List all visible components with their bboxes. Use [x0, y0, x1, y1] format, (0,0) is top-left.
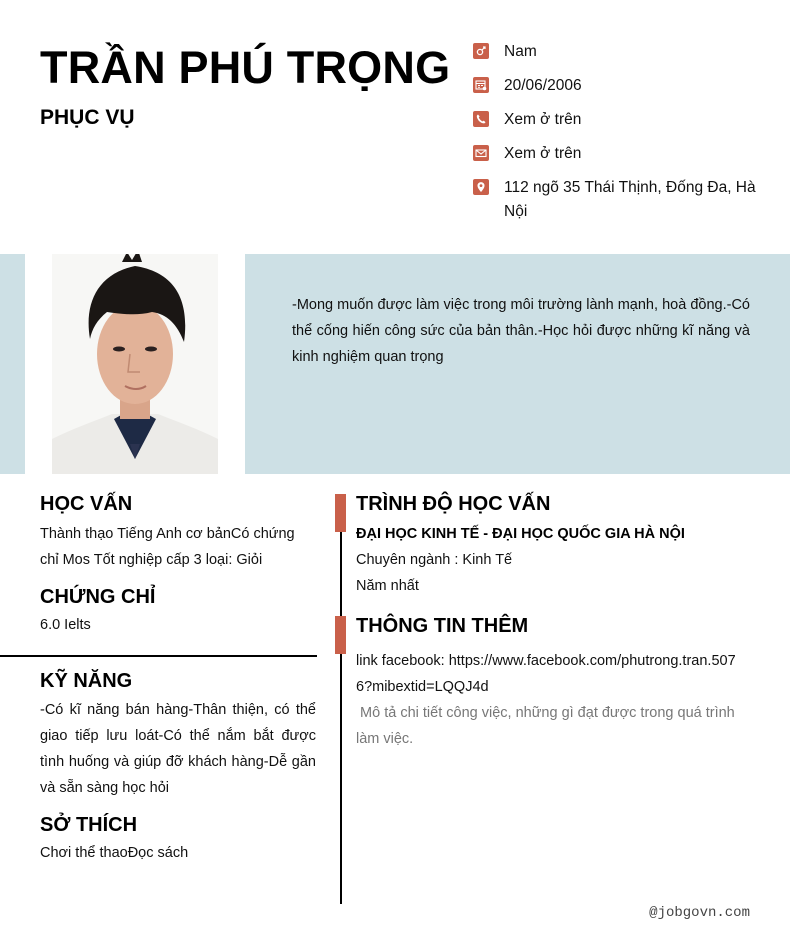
timeline-line — [340, 494, 342, 904]
candidate-role: PHỤC VỤ — [40, 106, 135, 129]
profile-photo — [52, 254, 218, 474]
contact-birthday-text: 20/06/2006 — [504, 77, 582, 94]
school-major: Chuyên ngành : Kinh Tế — [356, 552, 513, 568]
certificates-body: 6.0 Ielts — [40, 617, 91, 633]
contact-birthday — [473, 74, 763, 98]
education-level-section — [356, 490, 756, 599]
contact-phone-text: Xem ở trên — [504, 111, 582, 128]
phone-icon — [473, 111, 489, 127]
watermark: @jobgovn.com — [649, 905, 750, 921]
contact-email-text: Xem ở trên — [504, 145, 582, 162]
education-level-accent — [335, 494, 346, 532]
hobbies-section — [40, 811, 316, 866]
hobbies-title: SỞ THÍCH — [40, 814, 138, 836]
additional-info-section — [356, 612, 751, 752]
contact-phone — [473, 108, 763, 132]
contact-address-text: 112 ngõ 35 Thái Thịnh, Đống Đa, Hà Nội — [504, 179, 756, 220]
certificates-section — [40, 583, 316, 638]
contact-gender-text: Nam — [504, 43, 537, 60]
additional-info-title: THÔNG TIN THÊM — [356, 615, 529, 637]
additional-info-placeholder: Mô tả chi tiết công việc, những gì đạt được trong quá trình làm việc. — [356, 705, 739, 747]
section-divider — [0, 655, 317, 657]
contact-address — [473, 176, 763, 224]
skills-section — [40, 667, 316, 801]
career-objective: -Mong muốn được làm việc trong môi trường lành mạnh, hoà đồng.-Có thể cống hiến công sức của bản thân.-Học hỏi được những kĩ năng và kinh nghiệm quan trọng — [292, 297, 750, 365]
additional-info-accent — [335, 616, 346, 654]
education-section — [40, 490, 316, 573]
education-body: Thành thạo Tiếng Anh cơ bảnCó chứng chỉ Mos Tốt nghiệp cấp 3 loại: Giỏi — [40, 526, 295, 568]
skills-title: KỸ NĂNG — [40, 670, 133, 692]
certificates-title: CHỨNG CHỈ — [40, 586, 156, 608]
left-column — [40, 490, 316, 638]
school-name: ĐẠI HỌC KINH TẾ - ĐẠI HỌC QUỐC GIA HÀ NỘI — [356, 526, 685, 542]
email-icon — [473, 145, 489, 161]
contact-email — [473, 142, 763, 166]
hobbies-body: Chơi thể thaoĐọc sách — [40, 845, 189, 861]
education-title: HỌC VẤN — [40, 493, 133, 515]
school-year: Năm nhất — [356, 578, 419, 594]
gender-icon — [473, 43, 489, 59]
contact-gender — [473, 40, 763, 64]
location-pin-icon — [473, 179, 489, 195]
education-level-title: TRÌNH ĐỘ HỌC VẤN — [356, 493, 551, 515]
candidate-name: TRẦN PHÚ TRỌNG — [40, 42, 451, 93]
facebook-link[interactable]: link facebook: https://www.facebook.com/phutrong.tran.5076?mibextid=LQQJ4d — [356, 653, 736, 695]
left-column-lower — [40, 667, 316, 866]
calendar-icon — [473, 77, 489, 93]
profile-photo-frame — [25, 254, 245, 474]
contact-list — [473, 40, 763, 234]
skills-body: -Có kĩ năng bán hàng-Thân thiện, có thể giao tiếp lưu loát-Có thể nắm bắt được tình huống và giúp đỡ khách hàng-Dễ gần và sẵn sàng học hỏi — [40, 702, 316, 796]
